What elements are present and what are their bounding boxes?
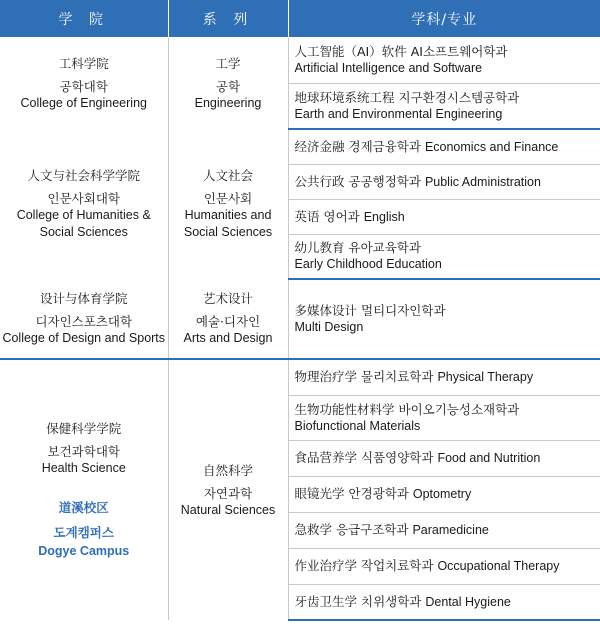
major-en: Economics and Finance [424,139,559,154]
table-row [0,37,600,83]
dept-cell [168,129,288,279]
major-cell [288,512,600,548]
college-name-kr: 디자인스포츠대학 [35,314,133,329]
major-en: Dental Hygiene [425,594,511,609]
college-cell [0,359,168,620]
header-dept: 系 列 [168,0,288,37]
dept-cell [168,37,288,129]
college-name-kr: 보건과학대학 [47,444,120,459]
major-cell [288,359,600,395]
major-cell [288,440,600,476]
college-cell [0,129,168,279]
major-kr: 지구환경시스템공학과 [398,89,520,105]
major-kr: 안경광학과 [348,486,409,501]
college-name-en: College of Engineering [20,95,147,110]
major-cn: 公共行政 [294,173,345,189]
major-en: Earth and Environmental Engineering [294,106,503,121]
header-college: 学 院 [0,0,168,37]
college-name-en: College of Design and Sports [2,331,166,345]
college-name-cn: 保健科学学院 [46,421,122,436]
major-cn: 急救学 [294,522,333,537]
dept-cell [168,359,288,620]
college-name-en: Health Science [41,461,126,475]
major-en: English [363,209,405,224]
major-kr: 유아교육학과 [348,240,421,256]
major-en: Paramedicine [412,523,489,537]
campus-name-en: Dogye Campus [38,544,130,558]
dept-name-kr: 공학 [215,78,241,94]
major-kr: 작업치료학과 [361,558,434,573]
major-kr: 치위생학과 [361,593,422,609]
table-row [0,279,600,359]
major-cn: 经济金融 [294,138,345,154]
major-en: Physical Therapy [437,370,534,385]
major-kr: 영어과 [323,208,360,224]
dept-name-kr: 자연과학 [203,485,253,501]
major-cell [288,584,600,620]
college-name-cn: 设计与体育学院 [39,291,128,306]
major-cn: 物理治疗学 [294,369,358,385]
campus-name-kr: 도계캠퍼스 [53,525,114,540]
major-kr: 경제금융학과 [348,138,421,154]
major-kr: 물리치료학과 [361,369,434,385]
major-kr: 공공행정학과 [348,173,421,189]
major-cn: 英语 [294,208,320,224]
major-cn: 牙齿卫生学 [294,593,358,609]
major-en: Food and Nutrition [437,451,541,465]
dept-name-kr: 인문사회 [203,191,253,206]
dept-cell [168,279,288,359]
table-row [0,129,600,164]
major-en: Public Administration [424,174,541,189]
major-cell [288,548,600,584]
major-cell [288,129,600,164]
major-cn: 生物功能性材料学 [294,401,395,417]
major-en: Early Childhood Education [294,257,442,272]
major-en: Multi Design [294,320,364,334]
college-name-cn: 工科学院 [58,55,109,71]
dept-name-en: Engineering [194,95,262,110]
dept-name-en: Natural Sciences [180,502,276,517]
dept-name-kr: 예술·디자인 [195,314,261,329]
major-kr: 응급구조학과 [336,522,409,537]
major-cn: 多媒体设计 [294,303,358,318]
college-cell [0,37,168,129]
major-cell [288,234,600,279]
header-row [0,0,600,37]
major-cn: 人工智能（AI）软件 [294,43,407,59]
college-name-kr: 공학대학 [59,78,108,94]
major-en: Artificial Intelligence and Software [294,60,483,75]
college-name-cn: 人文与社会科学学院 [27,168,140,183]
dept-name-en: Arts and Design [183,331,273,345]
major-cn: 地球环境系统工程 [294,89,395,105]
major-kr: 멀티디자인학과 [361,303,446,318]
major-cell [288,476,600,512]
campus-name-cn: 道溪校区 [58,500,109,515]
major-cell [288,279,600,359]
campus-label [0,499,168,560]
major-cell [288,395,600,440]
major-cn: 食品营养学 [294,450,358,465]
major-cell [288,83,600,129]
college-cell [0,279,168,359]
major-kr: 식품영양학과 [361,450,434,465]
header-major: 学科/专业 [288,0,600,37]
college-name-en: College of Humanities & Social Sciences [16,208,151,239]
major-cn: 眼镜光学 [294,486,345,501]
major-cell [288,164,600,199]
major-cell [288,37,600,83]
major-kr: AI소프트웨어학과 [410,43,508,59]
dept-name-en: Humanities and Social Sciences [183,208,273,239]
major-en: Optometry [412,487,472,501]
major-en: Occupational Therapy [437,559,560,573]
dept-name-cn: 自然科学 [202,462,253,478]
major-cn: 作业治疗学 [294,558,358,573]
table-row [0,359,600,395]
major-cn: 幼儿教育 [294,240,345,256]
college-name-kr: 인문사회대학 [47,191,120,206]
major-en: Biofunctional Materials [294,418,421,433]
dept-name-cn: 艺术设计 [202,291,253,306]
dept-name-cn: 工学 [215,55,241,71]
dept-name-cn: 人文社会 [202,168,253,183]
major-kr: 바이오기능성소재학과 [398,401,520,417]
major-cell [288,199,600,234]
